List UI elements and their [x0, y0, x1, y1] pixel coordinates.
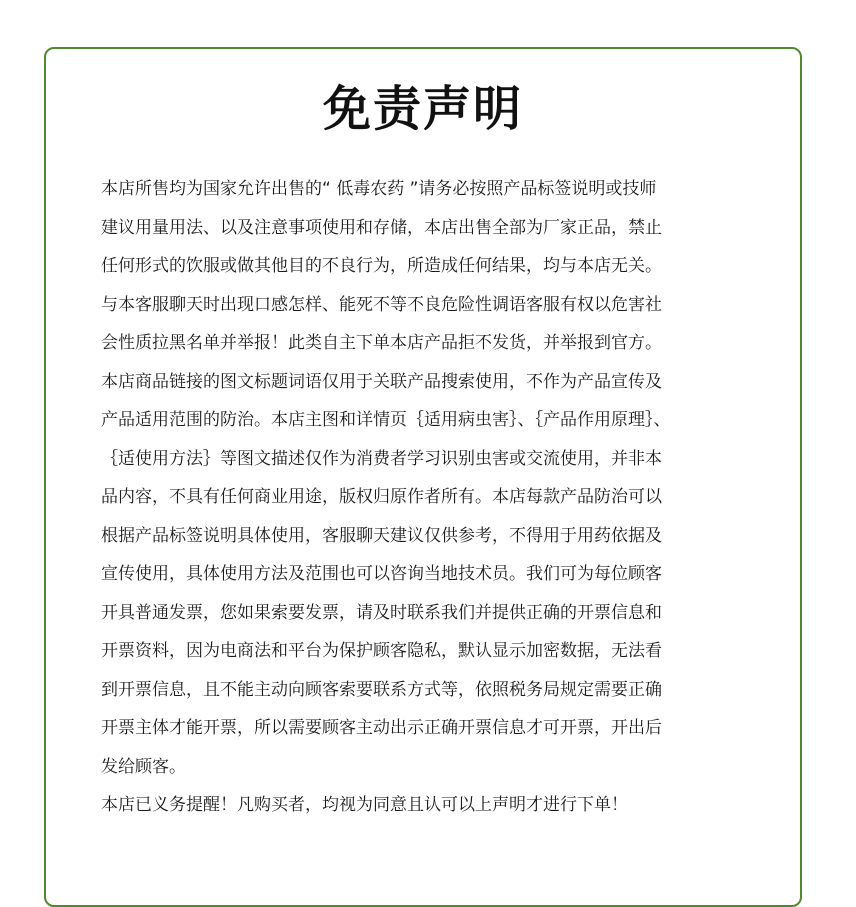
disclaimer-line: ｛适使用方法｝等图文描述仅作为消费者学习识别虫害或交流使用，并非本: [101, 448, 662, 469]
disclaimer-card: [44, 47, 802, 907]
disclaimer-line: 开票资料，因为电商法和平台为保护顾客隐私，默认显示加密数据，无法看: [101, 641, 662, 661]
disclaimer-line: 任何形式的饮服或做其他目的不良行为，所造成任何结果，均与本店无关。: [101, 256, 662, 276]
disclaimer-line: 本店商品链接的图文标题词语仅用于关联产品搜索使用，不作为产品宣传及: [101, 371, 662, 392]
disclaimer-line: 发给顾客。: [101, 756, 186, 777]
disclaimer-line: 本店所售均为国家允许出售的“ 低毒农药 ”请务必按照产品标签说明或技师: [101, 179, 657, 199]
disclaimer-line: 到开票信息，且不能主动向顾客索要联系方式等，依照税务局规定需要正确: [101, 679, 662, 700]
disclaimer-line: 与本客服聊天时出现口感怎样、能死不等不良危险性调语客服有权以危害社: [101, 294, 662, 315]
disclaimer-line: 开具普通发票，您如果索要发票，请及时联系我们并提供正确的开票信息和: [101, 602, 662, 623]
disclaimer-line: 本店已义务提醒！凡购买者，均视为同意且认可以上声明才进行下单！: [101, 795, 628, 815]
page-title: 免责声明: [322, 81, 523, 137]
disclaimer-line: 建议用量用法、以及注意事项使用和存储，本店出售全部为厂家正品，禁止: [101, 217, 662, 238]
disclaimer-line: 开票主体才能开票，所以需要顾客主动出示正确开票信息才可开票，开出后: [101, 718, 662, 738]
disclaimer-line: 产品适用范围的防治。本店主图和详情页｛适用病虫害｝、｛产品作用原理｝、: [101, 410, 671, 430]
disclaimer-line: 品内容，不具有任何商业用途，版权归原作者所有。本店每款产品防治可以: [101, 487, 662, 507]
disclaimer-line: 会性质拉黑名单并举报！此类自主下单本店产品拒不发货，并举报到官方。: [101, 333, 662, 353]
disclaimer-line: 宣传使用，具体使用方法及范围也可以咨询当地技术员。我们可为每位顾客: [101, 564, 662, 584]
disclaimer-line: 根据产品标签说明具体使用，客服聊天建议仅供参考，不得用于用药依据及: [101, 525, 662, 546]
disclaimer-body: [101, 170, 771, 825]
